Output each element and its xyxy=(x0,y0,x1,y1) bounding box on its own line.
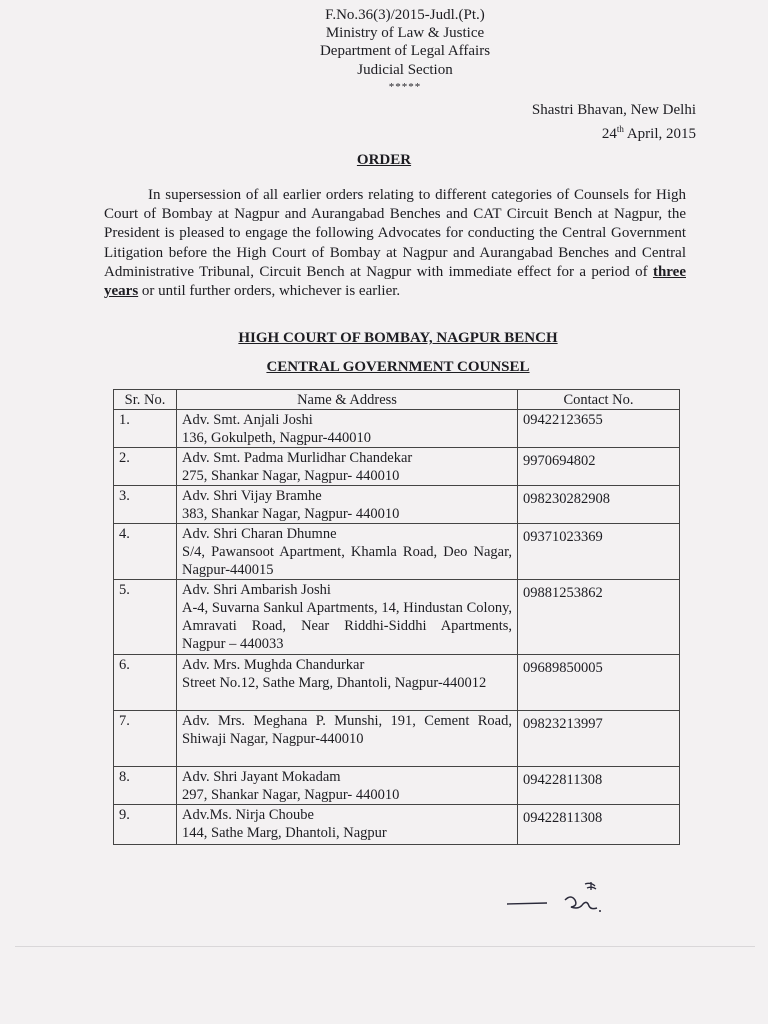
row-sr: 5. xyxy=(114,580,177,655)
row-contact: 09689850005 xyxy=(518,655,680,711)
table-row xyxy=(114,448,680,486)
paragraph-text-1: In supersession of all earlier orders relating to different categories of Counsels for High Court of Bombay at Nagpur and Aurangabad Benches and CAT Circuit Bench at Nagpur, the President is pleased to engage the following Advocates for conducting the Central Government Litigation before the High Court of Bombay at Nagpur and Aurangabad Benches and Central Administrative Tribunal, Circuit Bench at Nagpur with immediate effect for a period of xyxy=(104,187,686,280)
row-name: Adv. Smt. Anjali Joshi xyxy=(182,412,313,428)
order-paragraph xyxy=(104,186,686,301)
paragraph-text-2: or until further orders, whichever is earlier. xyxy=(138,283,401,300)
date-line xyxy=(500,120,696,144)
table-row xyxy=(114,524,680,580)
header-stars: ***** xyxy=(388,81,422,93)
row-sr: 8. xyxy=(114,767,177,805)
row-address: 383, Shankar Nagar, Nagpur- 440010 xyxy=(182,506,400,522)
row-name-address xyxy=(177,524,518,580)
row-sr: 6. xyxy=(114,655,177,711)
row-contact: 09881253862 xyxy=(518,580,680,655)
bottom-divider xyxy=(15,946,755,947)
table-header-row xyxy=(114,390,680,410)
row-address: 136, Gokulpeth, Nagpur-440010 xyxy=(182,430,371,446)
row-address: S/4, Pawansoot Apartment, Khamla Road, Deo Nagar, Nagpur-440015 xyxy=(182,544,512,578)
row-address: 144, Sathe Marg, Dhantoli, Nagpur xyxy=(182,825,387,841)
place-line: Shastri Bhavan, New Delhi xyxy=(531,102,696,118)
row-contact: 9970694802 xyxy=(518,448,680,486)
counsel-table xyxy=(113,389,680,845)
row-name: Adv. Smt. Padma Murlidhar Chandekar xyxy=(182,450,413,466)
row-name-address xyxy=(177,805,518,845)
file-number: F.No.36(3)/2015-Judl.(Pt.) xyxy=(325,7,485,23)
row-name: Adv. Mrs. Mughda Chandurkar xyxy=(182,657,365,673)
row-sr: 7. xyxy=(114,711,177,767)
row-name-address xyxy=(177,410,518,448)
order-title: ORDER xyxy=(356,152,412,168)
section-name: Judicial Section xyxy=(357,62,453,78)
row-name: Adv. Shri Vijay Bramhe xyxy=(182,488,322,504)
row-name-address xyxy=(177,767,518,805)
header-sr-no: Sr. No. xyxy=(114,390,177,410)
table-row xyxy=(114,486,680,524)
ministry-name: Ministry of Law & Justice xyxy=(325,25,485,41)
table-row xyxy=(114,805,680,845)
row-contact: 098230282908 xyxy=(518,486,680,524)
date-day: 24 xyxy=(601,126,617,142)
signature-mark xyxy=(505,878,615,918)
row-name: Adv.Ms. Nirja Choube xyxy=(182,807,314,823)
row-address: 275, Shankar Nagar, Nagpur- 440010 xyxy=(182,468,400,484)
table-row xyxy=(114,580,680,655)
table-row xyxy=(114,410,680,448)
sub-heading: CENTRAL GOVERNMENT COUNSEL xyxy=(266,359,530,375)
row-name-address xyxy=(177,711,518,767)
row-sr: 2. xyxy=(114,448,177,486)
row-sr: 1. xyxy=(114,410,177,448)
row-name: Adv. Shri Jayant Mokadam xyxy=(182,769,341,785)
header-name-address: Name & Address xyxy=(177,390,518,410)
table-row xyxy=(114,655,680,711)
row-address: 297, Shankar Nagar, Nagpur- 440010 xyxy=(182,787,400,803)
row-contact: 09422811308 xyxy=(518,767,680,805)
row-name-address xyxy=(177,486,518,524)
row-sr: 3. xyxy=(114,486,177,524)
date-month-year: April, 2015 xyxy=(623,126,696,142)
row-name: Adv. Mrs. Meghana P. Munshi, 191, Cement Road, Shiwaji Nagar, Nagpur-440010 xyxy=(182,713,512,747)
row-name-address xyxy=(177,580,518,655)
row-contact: 09823213997 xyxy=(518,711,680,767)
header-contact-no: Contact No. xyxy=(518,390,680,410)
row-address: A-4, Suvarna Sankul Apartments, 14, Hindustan Colony, Amravati Road, Near Riddhi-Siddhi Apartments, Nagpur – 440033 xyxy=(182,600,512,652)
row-sr: 4. xyxy=(114,524,177,580)
row-name: Adv. Shri Ambarish Joshi xyxy=(182,582,331,598)
row-contact: 09371023369 xyxy=(518,524,680,580)
row-sr: 9. xyxy=(114,805,177,845)
row-contact: 09422123655 xyxy=(518,410,680,448)
row-name: Adv. Shri Charan Dhumne xyxy=(182,526,337,542)
table-row xyxy=(114,767,680,805)
row-contact: 09422811308 xyxy=(518,805,680,845)
department-name: Department of Legal Affairs xyxy=(319,43,491,59)
row-name-address xyxy=(177,448,518,486)
paragraph-emphasis: three years xyxy=(104,263,686,300)
date-suffix: th xyxy=(616,124,624,134)
table-row xyxy=(114,711,680,767)
section-heading: HIGH COURT OF BOMBAY, NAGPUR BENCH xyxy=(238,330,558,346)
row-name-address xyxy=(177,655,518,711)
row-address: Street No.12, Sathe Marg, Dhantoli, Nagpur-440012 xyxy=(182,675,487,691)
